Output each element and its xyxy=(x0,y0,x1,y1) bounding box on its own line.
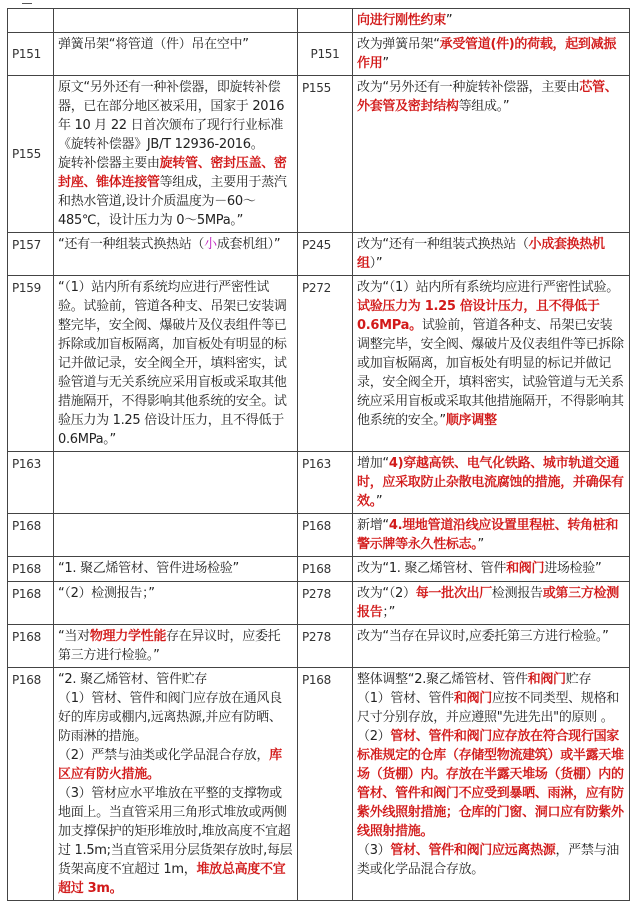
highlighted-text: 向进行刚性约束 xyxy=(357,13,446,28)
text-segment: （2） xyxy=(357,729,391,744)
original-page-cell: P151 xyxy=(8,33,54,76)
revised-page-cell: P272 xyxy=(298,276,353,452)
paragraph xyxy=(58,278,293,449)
text-segment: 改为“1. 聚乙烯管材、管件 xyxy=(357,561,507,576)
table-row xyxy=(8,625,630,668)
revised-text-cell xyxy=(353,233,630,276)
text-segment: 改为“当存在异议时,应委托第三方进行检验。” xyxy=(357,629,609,644)
highlighted-text: 4.埋地管道沿线应设置里程桩、转角桩和警示牌等永久性标志。 xyxy=(357,518,619,552)
paragraph xyxy=(58,584,293,603)
original-text-cell xyxy=(54,582,298,625)
revised-text-cell xyxy=(353,557,630,582)
text-segment: “还有一种组装式换热站（ xyxy=(58,237,205,252)
highlighted-text: 管材、管件和阀门应存放在符合现行国家标准规定的仓库（存储型物流建筑）或半露天堆场（货棚）内。存放在半露天堆场（货棚）内的管材、管件和阀门不应受到暴晒、雨淋，应有防紫外线照射措施；仓库的门窗、洞口应有防紫外线照射措施。 xyxy=(357,729,624,839)
original-page-cell: P163 xyxy=(8,452,54,514)
text-segment: 进场检验” xyxy=(544,561,602,576)
paragraph xyxy=(58,154,293,230)
highlighted-text: 和阀门 xyxy=(453,691,492,706)
text-segment: ）” xyxy=(369,256,383,271)
table-row xyxy=(8,76,630,233)
table-body xyxy=(8,9,630,901)
text-segment: “2. 聚乙烯管材、管件贮存 xyxy=(58,672,208,687)
text-segment: ，严禁与油类或化学品混合存放。 xyxy=(357,843,619,877)
revised-text-cell xyxy=(353,452,630,514)
original-text-cell xyxy=(54,276,298,452)
revised-text-cell xyxy=(353,9,630,33)
original-text-cell xyxy=(54,668,298,901)
text-segment: 增加“ xyxy=(357,456,389,471)
text-segment: 原文“另外还有一种补偿器，即旋转补偿器，已在部分地区被采用，国家于 2016 年 10 月 22 日首次颁布了现行行业标准《旋转补偿器》JB/T 12936-2016。 xyxy=(58,80,285,152)
revised-page-cell: P168 xyxy=(298,514,353,557)
text-segment: 等组成，主要用于蒸汽和热水管道,设计介质温度为－60～485℃，设计压力为 0～5MPa。” xyxy=(58,175,287,228)
text-segment: “1. 聚乙烯管材、管件进场检验” xyxy=(58,561,239,576)
revised-text-cell xyxy=(353,625,630,668)
original-page-cell: P159 xyxy=(8,276,54,452)
paragraph xyxy=(58,235,293,254)
paragraph xyxy=(357,559,625,578)
paragraph xyxy=(357,78,625,116)
text-segment: 改为“（1）站内所有系统均应进行严密性试验。 xyxy=(357,280,619,295)
paragraph xyxy=(357,278,625,430)
highlighted-text: 和阀门 xyxy=(506,561,545,576)
paragraph xyxy=(357,689,625,727)
text-segment: 存在异议时，应委托第三方进行检验。” xyxy=(58,629,281,663)
revised-text-cell xyxy=(353,514,630,557)
text-segment: （3）管材应水平堆放在平整的支撑物或地面上。当直管采用三角形式堆放或两侧加支撑保护的矩形堆放时,堆放高度不宜超过 1.5m;当直管采用分层货架存放时,每层货架高度不宜超过 1m， xyxy=(58,786,293,877)
paragraph xyxy=(58,689,293,746)
table-row xyxy=(8,233,630,276)
original-text-cell xyxy=(54,625,298,668)
paragraph xyxy=(58,670,293,689)
text-segment: “当对 xyxy=(58,629,90,644)
revised-page-cell: P278 xyxy=(298,582,353,625)
text-segment: ” xyxy=(382,56,389,71)
page-mark xyxy=(22,3,32,4)
original-page-cell xyxy=(8,9,54,33)
paragraph xyxy=(357,11,625,30)
paragraph xyxy=(357,584,625,622)
text-segment: 改为“还有一种组装式换热站（ xyxy=(357,237,529,252)
revised-page-cell: P151 xyxy=(298,33,353,76)
highlighted-text: 芯管、外套管及密封结构 xyxy=(357,80,618,114)
revised-page-cell: P278 xyxy=(298,625,353,668)
text-segment: 弹簧吊架“将管道（件）吊在空中” xyxy=(58,37,249,52)
highlighted-text: 库区应有防火措施。 xyxy=(58,748,282,782)
revised-text-cell xyxy=(353,582,630,625)
highlighted-text: 物理力学性能 xyxy=(89,629,167,644)
paragraph xyxy=(357,35,625,73)
text-segment: ” xyxy=(445,13,453,28)
highlighted-text: 顺序调整 xyxy=(445,413,497,428)
text-segment: 新增“ xyxy=(357,518,389,533)
text-segment: 检测报告 xyxy=(491,586,543,601)
original-text-cell xyxy=(54,233,298,276)
highlighted-text: 小成套换热机组 xyxy=(357,237,605,271)
original-text-cell xyxy=(54,9,298,33)
original-text-cell xyxy=(54,514,298,557)
table-row xyxy=(8,452,630,514)
original-page-cell: P157 xyxy=(8,233,54,276)
paragraph xyxy=(58,784,293,898)
revised-page-cell: P168 xyxy=(298,668,353,901)
highlighted-text: 管材、管件和阀门应远离热源 xyxy=(390,843,556,858)
highlighted-text: 每一批次出厂 xyxy=(415,586,492,601)
revised-page-cell: P155 xyxy=(298,76,353,233)
text-segment: ” xyxy=(375,494,383,509)
table-row xyxy=(8,582,630,625)
text-segment: 应按不同类型、规格和尺寸分别存放，并应遵照"先进先出"的原则 。 xyxy=(357,691,619,725)
text-segment: 试验前，管道各种支、吊架已安装调整完毕，安全阀、爆破片及仪表组件等已拆除或加盲板隔离，加盲板处有明显的标记并做记录，安全阀全开，填料密实，试验管道与无关系统应采用盲板或采取其他措施隔开，不得影响其他系统的安全。” xyxy=(357,318,624,428)
text-segment: “（1）站内所有系统均应进行严密性试验。试验前，管道各种支、吊架已安装调整完毕，安全阀、爆破片及仪表组件等已拆除或加盲板隔离，加盲板处有明显的标记并做记录，安全阀全开，填料密实，试验管道与无关系统应采用盲板或采取其他措施隔开，不得影响其他系统的安全。试验压力为 1.25 倍设计压力，且不得低于 0.6MPa。” xyxy=(58,280,287,447)
original-text-cell xyxy=(54,452,298,514)
table-row xyxy=(8,276,630,452)
text-segment: 整体调整“2.聚乙烯管材、管件 xyxy=(357,672,528,687)
paragraph xyxy=(357,454,625,511)
text-segment: 改为弹簧吊架“ xyxy=(357,37,440,52)
text-segment: ” xyxy=(477,537,484,552)
table-row xyxy=(8,668,630,901)
revised-text-cell xyxy=(353,76,630,233)
text-segment: （1）管材、管件和阀门应存放在通风良好的库房或棚内,远离热源,并应有防晒、防雨淋的措施。 xyxy=(58,691,282,744)
original-page-cell: P168 xyxy=(8,582,54,625)
revised-text-cell xyxy=(353,668,630,901)
highlighted-text: 或第三方检测报告 xyxy=(357,586,619,620)
revision-table xyxy=(7,8,630,901)
highlighted-text: 旋转管、密封压盖、密封座、锥体连接管 xyxy=(58,156,287,190)
original-page-cell: P155 xyxy=(8,76,54,233)
table-row xyxy=(8,33,630,76)
text-segment: （1）管材、管件 xyxy=(357,691,454,706)
text-segment: ；” xyxy=(382,605,396,620)
highlighted-text: 4)穿越高铁、电气化铁路、城市轨道交通时，应采取防止杂散电流腐蚀的措施，并确保有效。 xyxy=(357,456,624,509)
original-page-cell: P168 xyxy=(8,668,54,901)
text-segment: 改为“（2） xyxy=(357,586,416,601)
paragraph xyxy=(357,516,625,554)
text-segment: 成套机组）” xyxy=(216,237,281,252)
paragraph xyxy=(357,841,625,879)
revised-page-cell: P163 xyxy=(298,452,353,514)
original-text-cell xyxy=(54,557,298,582)
revised-page-cell xyxy=(298,9,353,33)
paragraph xyxy=(58,746,293,784)
table-row xyxy=(8,514,630,557)
paragraph xyxy=(58,78,293,154)
paragraph xyxy=(357,670,625,689)
original-text-cell xyxy=(54,76,298,233)
original-page-cell: P168 xyxy=(8,557,54,582)
highlighted-text: 试验压力为 1.25 倍设计压力，且不得低于 0.6MPa。 xyxy=(357,299,600,333)
text-segment: 改为“另外还有一种旋转补偿器，主要由 xyxy=(357,80,580,95)
text-segment: （2）严禁与油类或化学品混合存放， xyxy=(58,748,270,763)
text-segment: 旋转补偿器主要由 xyxy=(58,156,160,171)
original-page-cell: P168 xyxy=(8,625,54,668)
text-segment: “（2）检测报告；” xyxy=(58,586,155,601)
revised-page-cell: P168 xyxy=(298,557,353,582)
highlighted-text: 和阀门 xyxy=(527,672,566,687)
paragraph xyxy=(58,35,293,54)
paragraph xyxy=(357,727,625,841)
paragraph xyxy=(357,235,625,273)
revised-text-cell xyxy=(353,33,630,76)
revised-page-cell: P245 xyxy=(298,233,353,276)
original-text-cell xyxy=(54,33,298,76)
text-segment: 小 xyxy=(204,237,217,252)
paragraph xyxy=(357,627,625,646)
original-page-cell: P168 xyxy=(8,514,54,557)
table-row xyxy=(8,557,630,582)
highlighted-text: 堆放总高度不宜超过 3m。 xyxy=(58,862,286,896)
paragraph xyxy=(58,559,293,578)
table-row xyxy=(8,9,630,33)
text-segment: 贮存 xyxy=(565,672,592,687)
text-segment: （3） xyxy=(357,843,391,858)
revised-text-cell xyxy=(353,276,630,452)
highlighted-text: 承受管道(件)的荷载，起到减振作用 xyxy=(357,37,617,71)
text-segment: 等组成。” xyxy=(458,99,510,114)
paragraph xyxy=(58,627,293,665)
